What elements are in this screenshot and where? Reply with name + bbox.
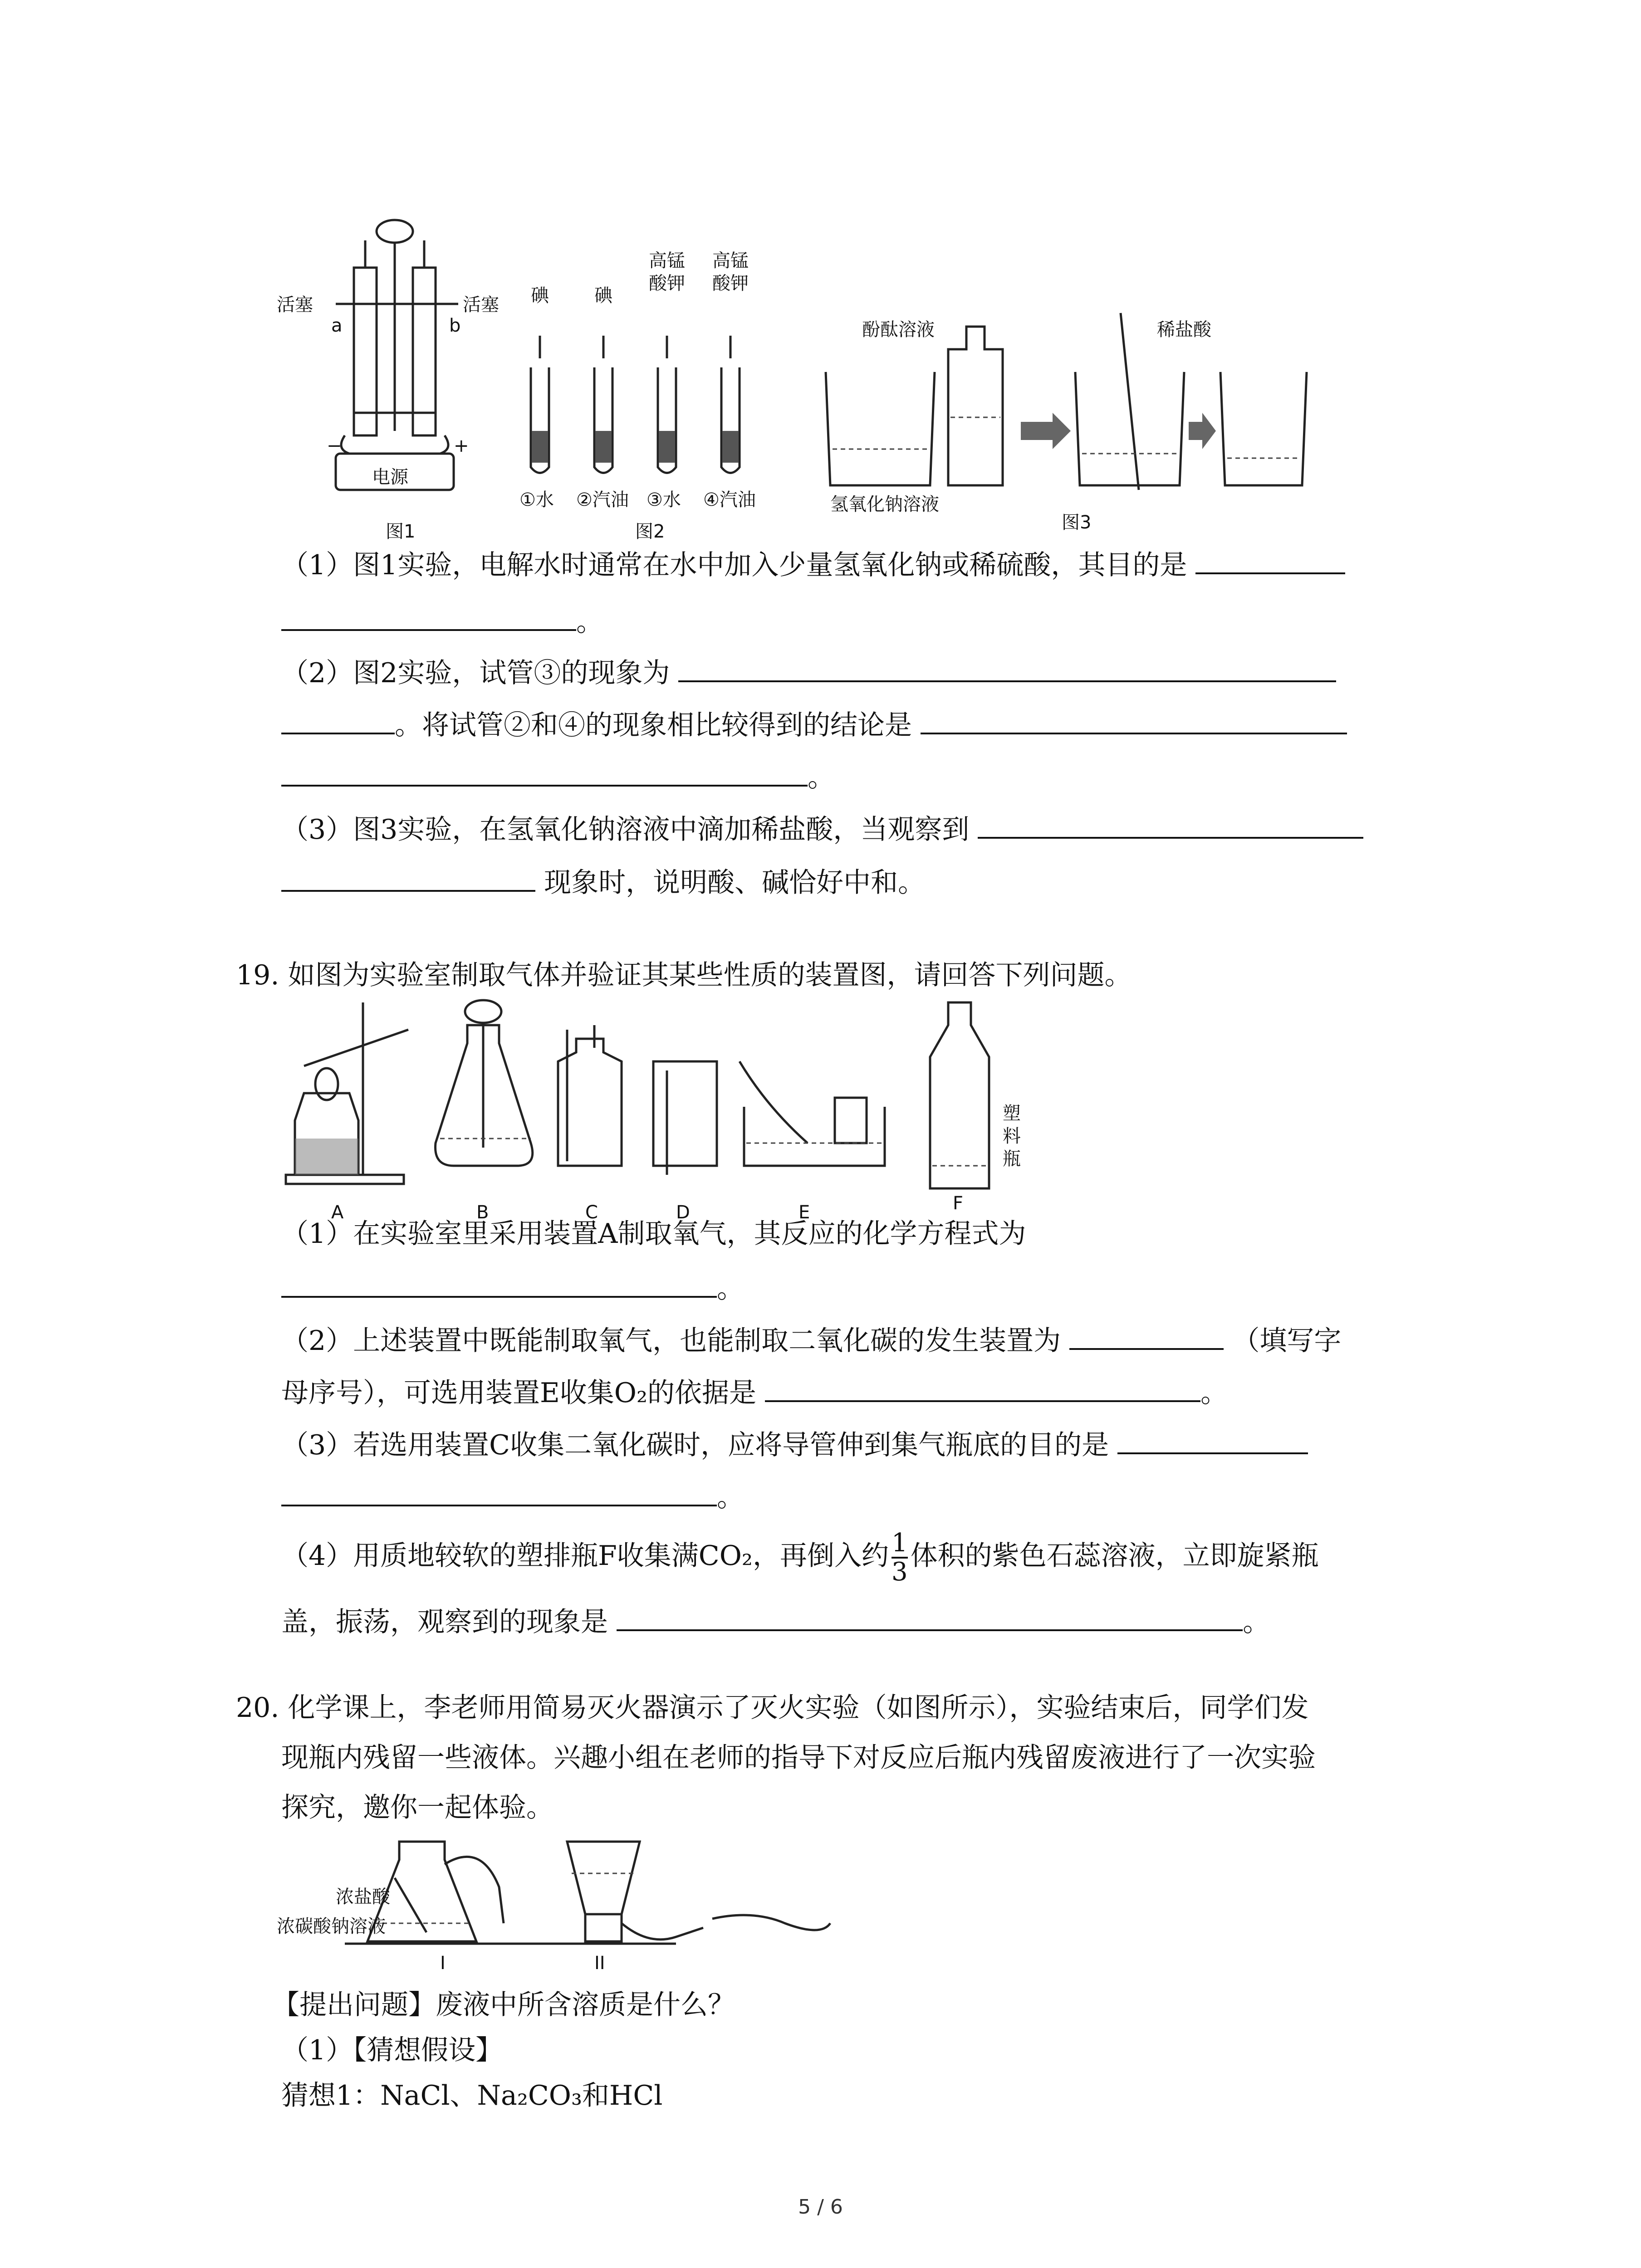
label-II: II bbox=[594, 1953, 605, 1974]
q18-part2-blank-b[interactable] bbox=[281, 704, 395, 734]
q20-figure bbox=[277, 1833, 844, 1982]
q18-part2-line2 bbox=[281, 704, 1347, 743]
q19-part2-line1 bbox=[281, 1320, 1341, 1359]
apparatus-label-C: C bbox=[585, 1202, 598, 1223]
q18-part1-line1 bbox=[281, 544, 1345, 583]
q18-part1-line2 bbox=[281, 601, 603, 640]
naoh-label: 氢氧化钠溶液 bbox=[830, 494, 939, 515]
label-b: b bbox=[449, 315, 461, 336]
q18-part2-line1 bbox=[281, 652, 1336, 691]
q18-part2-text-b: 。将试管②和④的现象相比较得到的结论是 bbox=[395, 709, 912, 741]
q20-guess1: 猜想1：NaCl、Na₂CO₃和HCl bbox=[281, 2080, 663, 2112]
q19-figure bbox=[277, 993, 1025, 1229]
label-plus: + bbox=[454, 435, 469, 456]
q19-part1-text: （1）在实验室里采用装置A制取氧气，其反应的化学方程式为 bbox=[281, 1218, 1026, 1250]
tube-label-1: ①水 bbox=[519, 489, 554, 510]
tube-label-4: ④汽油 bbox=[703, 489, 756, 510]
q18-part2-blank-a[interactable] bbox=[678, 652, 1336, 682]
q20-question: 【提出问题】废液中所含溶质是什么？ bbox=[272, 1989, 735, 2021]
q19-part1-line2 bbox=[281, 1268, 744, 1307]
stopcock-right-label: 活塞 bbox=[463, 294, 499, 315]
q19-part1-blank[interactable] bbox=[281, 1268, 717, 1298]
q18-part3-end: 现象时，说明酸、碱恰好中和。 bbox=[544, 867, 926, 899]
conc-hcl-label: 浓盐酸 bbox=[336, 1887, 390, 1907]
q18-part3-line1 bbox=[281, 809, 1363, 848]
fraction-numerator: 1 bbox=[891, 1528, 908, 1558]
q20-hypothesis: （1）【猜想假设】 bbox=[281, 2034, 503, 2066]
q19-stem: 19. 如图为实验室制取气体并验证其某些性质的装置图，请回答下列问题。 bbox=[236, 959, 1132, 991]
q19-part2-blank-a[interactable] bbox=[1069, 1320, 1224, 1350]
q19-part3-blank-b[interactable] bbox=[281, 1476, 717, 1506]
q19-part3-text: （3）若选用装置C收集二氧化碳时，应将导管伸到集气瓶底的目的是 bbox=[281, 1429, 1109, 1461]
q19-part2-text: （2）上述装置中既能制取氧气，也能制取二氧化碳的发生装置为 bbox=[281, 1325, 1061, 1357]
power-supply-label: 电源 bbox=[372, 467, 408, 488]
q19-part4-text-b: 体积的紫色石蕊溶液，立即旋紧瓶 bbox=[910, 1540, 1319, 1572]
q19-apparatus-drawing bbox=[277, 993, 1025, 1229]
apparatus-label-E: E bbox=[798, 1202, 810, 1223]
phenolphthalein-label: 酚酞溶液 bbox=[862, 319, 935, 340]
q18-figure bbox=[268, 213, 1311, 544]
q18-part2-line3 bbox=[281, 757, 835, 796]
q20-stem-line3: 探究，邀你一起体验。 bbox=[281, 1792, 554, 1823]
q18-part3-line2 bbox=[281, 862, 925, 901]
q19-part2-text-c: 母序号），可选用装置E收集O₂的依据是 bbox=[281, 1377, 757, 1409]
q18-part3-blank-a[interactable] bbox=[978, 809, 1363, 839]
reagent-label-3: 高锰 酸钾 bbox=[649, 250, 685, 294]
q19-part2-line2 bbox=[281, 1372, 1228, 1411]
tube-label-2: ②汽油 bbox=[576, 489, 629, 510]
q19-part4-end: 。 bbox=[1243, 1606, 1270, 1638]
one-third-fraction bbox=[892, 1530, 908, 1586]
q18-part2-blank-c[interactable] bbox=[921, 704, 1347, 734]
fig1-caption: 图1 bbox=[386, 521, 416, 542]
label-I: I bbox=[440, 1953, 446, 1974]
label-minus: − bbox=[327, 435, 342, 456]
q19-part4-line2 bbox=[281, 1601, 1270, 1640]
q19-part3-line1 bbox=[281, 1424, 1308, 1463]
fig3-caption: 图3 bbox=[1062, 512, 1092, 533]
q19-part1-line1 bbox=[281, 1216, 1026, 1252]
q19-part2-text-b: （填写字 bbox=[1232, 1325, 1342, 1357]
q18-part1-text: （1）图1实验，电解水时通常在水中加入少量氢氧化钠或稀硫酸，其目的是 bbox=[281, 549, 1187, 581]
q19-part4-blank[interactable] bbox=[617, 1601, 1243, 1631]
q18-part3-blank-b[interactable] bbox=[281, 862, 535, 892]
apparatus-label-D: D bbox=[676, 1202, 690, 1223]
q18-part3-text: （3）图3实验，在氢氧化钠溶液中滴加稀盐酸，当观察到 bbox=[281, 814, 970, 846]
q18-part2-blank-d[interactable] bbox=[281, 757, 808, 787]
q19-part3-line2 bbox=[281, 1476, 744, 1515]
fraction-denominator: 3 bbox=[891, 1557, 908, 1587]
apparatus-label-B: B bbox=[476, 1202, 489, 1223]
fig2-caption: 图2 bbox=[635, 521, 665, 542]
q19-part4-text: （4）用质地较软的塑排瓶F收集满CO₂，再倒入约 bbox=[281, 1540, 889, 1572]
apparatus-label-A: A bbox=[331, 1202, 344, 1223]
q18-part1-end: 。 bbox=[576, 606, 603, 638]
conc-na2co3-label: 浓碳酸钠溶液 bbox=[277, 1916, 386, 1937]
q18-part2-text: （2）图2实验，试管③的现象为 bbox=[281, 657, 670, 689]
tube-label-3: ③水 bbox=[647, 489, 681, 510]
q19-part4-line1 bbox=[281, 1529, 1319, 1586]
q18-part1-blank-b[interactable] bbox=[281, 601, 576, 631]
q20-stem-line2: 现瓶内残留一些液体。兴趣小组在老师的指导下对反应后瓶内残留废液进行了一次实验 bbox=[281, 1742, 1316, 1774]
plastic-bottle-label: 塑 料 瓶 bbox=[1003, 1103, 1021, 1169]
q20-stem-line1: 20. 化学课上，李老师用简易灭火器演示了灭火实验（如图所示），实验结束后，同学们发 bbox=[236, 1692, 1309, 1724]
apparatus-label-F: F bbox=[953, 1193, 964, 1214]
stopcock-left-label: 活塞 bbox=[277, 294, 313, 315]
q18-part2-end: 。 bbox=[808, 762, 835, 793]
q19-part1-end: 。 bbox=[717, 1273, 744, 1305]
reagent-label-2: 碘 bbox=[594, 285, 612, 306]
page-number: 5 / 6 bbox=[798, 2195, 843, 2219]
reagent-label-4: 高锰 酸钾 bbox=[712, 250, 749, 294]
q19-part3-blank-a[interactable] bbox=[1117, 1424, 1308, 1454]
q19-part2-blank-b[interactable] bbox=[765, 1372, 1200, 1402]
q18-part1-blank-a[interactable] bbox=[1195, 544, 1345, 574]
reagent-label-1: 碘 bbox=[531, 285, 549, 306]
label-a: a bbox=[331, 315, 343, 336]
q18-figure-drawing bbox=[268, 213, 1311, 544]
q19-part2-end: 。 bbox=[1200, 1377, 1228, 1409]
dilute-hcl-label: 稀盐酸 bbox=[1157, 319, 1211, 340]
q19-part3-end: 。 bbox=[717, 1481, 744, 1513]
q19-part4-text-c: 盖，振荡，观察到的现象是 bbox=[281, 1606, 608, 1638]
